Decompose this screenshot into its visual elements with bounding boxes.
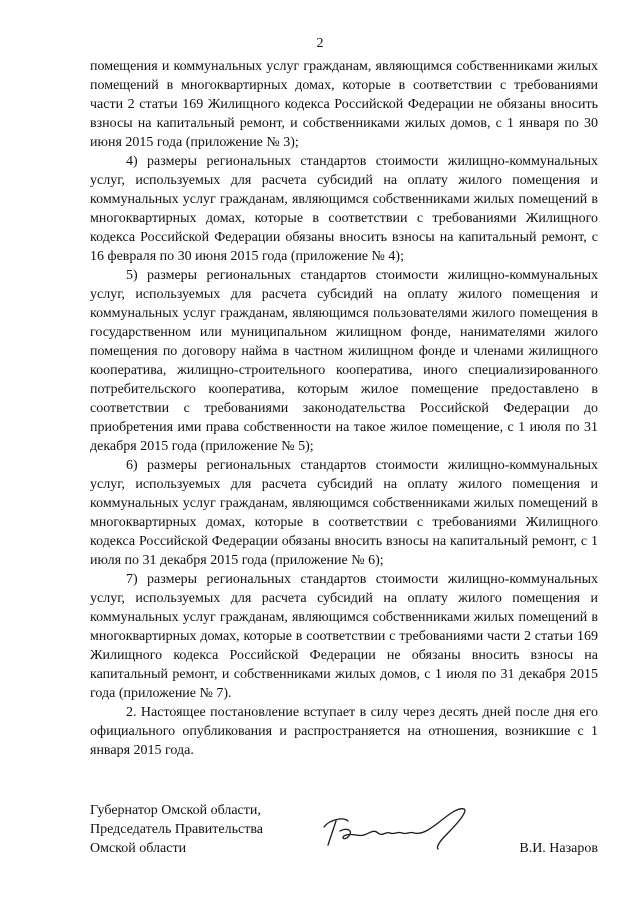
paragraph-item-4: 4) размеры региональных стандартов стоимости жилищно-коммунальных услуг, используемых для расчета субсидий на оплату жилого помещения и коммунальных услуг гражданам, являющимся собственниками жилых помещений в многоквартирных домах, которые в соответствии с требованиями Жилищного кодекса Российской Федерации обязаны вносить взносы на капитальный ремонт, с 16 февраля по 30 июня 2015 года (приложение № 4);	[90, 154, 598, 264]
signatory-title	[90, 801, 263, 858]
signatory-title-line: Губернатор Омской области,	[90, 803, 261, 818]
paragraph-item-6: 6) размеры региональных стандартов стоимости жилищно-коммунальных услуг, используемых для расчета субсидий на оплату жилого помещения и коммунальных услуг гражданам, являющимся собственниками жилых помещений в многоквартирных домах, которые в соответствии с требованиями Жилищного кодекса Российской Федерации обязаны вносить взносы на капитальный ремонт, с 1 июля по 31 декабря 2015 года (приложение № 6);	[90, 458, 598, 568]
paragraph-item-3-continued: помещения и коммунальных услуг гражданам, являющимся собственниками жилых помещений в многоквартирных домах, которые в соответствии с требованиями части 2 статьи 169 Жилищного кодекса Российской Федерации не обязаны вносить взносы на капитальный ремонт, и собственниками жилых домов, с 1 января по 30 июня 2015 года (приложение № 3);	[90, 59, 598, 150]
handwritten-signature	[318, 801, 478, 853]
signature-block	[90, 801, 598, 861]
paragraph-item-7: 7) размеры региональных стандартов стоимости жилищно-коммунальных услуг, используемых для расчета субсидий на оплату жилого помещения и коммунальных услуг гражданам, являющимся собственниками жилых помещений в многоквартирных домах, которые в соответствии с требованиями части 2 статьи 169 Жилищного кодекса Российской Федерации не обязаны вносить взносы на капитальный ремонт, и собственниками жилых домов, с 1 июля по 31 декабря 2015 года (приложение № 7).	[90, 572, 598, 701]
paragraph-item-5: 5) размеры региональных стандартов стоимости жилищно-коммунальных услуг, используемых для расчета субсидий на оплату жилого помещения и коммунальных услуг гражданам, являющимся пользователями жилого помещения в государственном или муниципальном жилищном фонде, нанимателями жилого помещения по договору найма в частном жилищном фонде и членами жилищного кооператива, жилищно-строительного кооператива, иного специализированного потребительского кооператива, которым жилое помещение предоставлено в соответствии с требованиями законодательства Российской Федерации до приобретения ими права собственности на такое жилое помещение, с 1 июля по 31 декабря 2015 года (приложение № 5);	[90, 268, 598, 454]
page-number: 2	[316, 36, 324, 51]
signatory-name: В.И. Назаров	[519, 841, 598, 856]
document-body	[90, 57, 598, 760]
signatory-title-line: Омской области	[90, 841, 187, 856]
paragraph-clause-2: 2. Настоящее постановление вступает в силу через десять дней после дня его официального опубликования и распространяется на отношения, возникшие с 1 января 2015 года.	[90, 705, 598, 758]
signatory-title-line: Председатель Правительства	[90, 822, 263, 837]
